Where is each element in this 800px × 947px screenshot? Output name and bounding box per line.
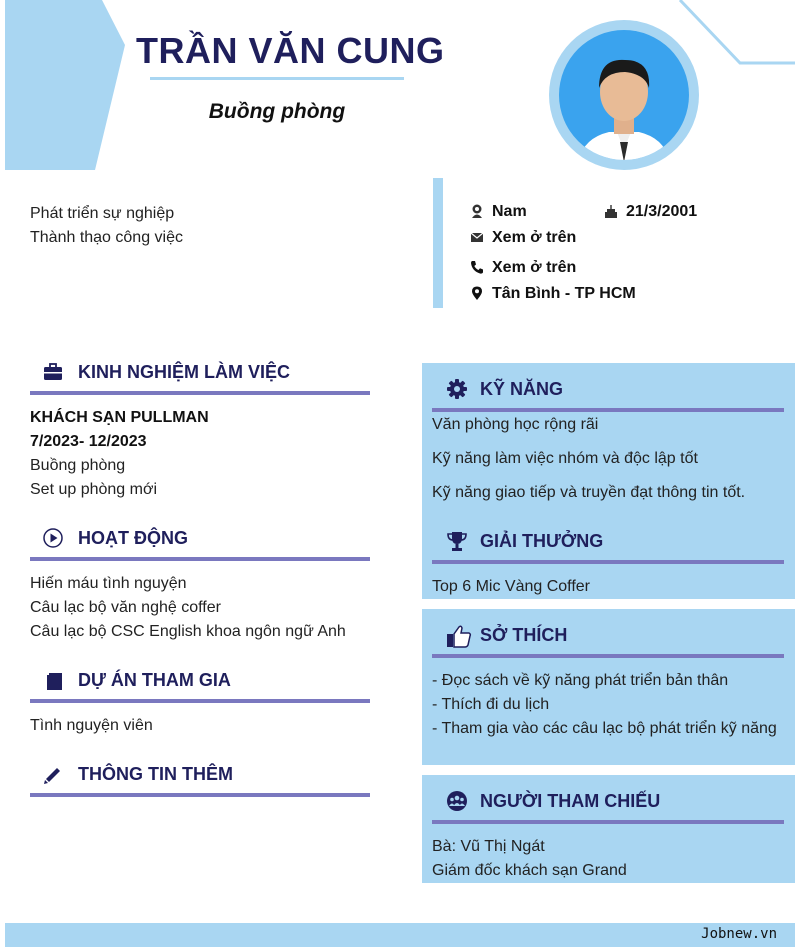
birthday-row [604, 203, 697, 221]
activities-divider [30, 557, 370, 561]
awards-divider [432, 560, 784, 564]
skills-section [432, 413, 790, 505]
activities-section [30, 572, 410, 644]
email-row [470, 229, 576, 247]
address-row [470, 285, 636, 303]
activity-line: Hiến máu tình nguyện [30, 575, 187, 592]
projects-section [30, 714, 410, 738]
references-heading: NGƯỜI THAM CHIẾU [480, 791, 661, 811]
gear-icon [446, 378, 468, 400]
hobby-line: - Đọc sách về kỹ năng phát triển bản thân [432, 672, 729, 689]
footer-brand: Jobnew.vn [701, 926, 777, 942]
briefcase-icon [42, 361, 64, 383]
experience-divider [30, 391, 370, 395]
activities-heading: HOẠT ĐỘNG [78, 528, 188, 548]
address-value: Tân Bình - TP HCM [492, 285, 636, 302]
play-circle-icon [42, 527, 64, 549]
footer-bar [5, 923, 795, 947]
job-title: Buồng phòng [208, 100, 346, 123]
company-name: KHÁCH SẠN PULLMAN [30, 409, 209, 426]
activity-line: Câu lạc bộ CSC English khoa ngôn ngữ Anh [30, 623, 346, 640]
career-objective [30, 202, 183, 250]
pencil-icon [42, 764, 64, 786]
skill-line: Văn phòng học rộng rãi [432, 416, 599, 433]
candidate-name: TRẦN VĂN CUNG [136, 30, 445, 71]
reference-line: Bà: Vũ Thị Ngát [432, 838, 545, 855]
hobby-line: - Thích đi du lịch [432, 696, 550, 713]
cake-icon [604, 204, 618, 218]
avatar [549, 20, 699, 170]
phone-value: Xem ở trên [492, 259, 577, 276]
header-decor-shape [0, 0, 140, 175]
person-icon [470, 204, 484, 218]
awards-section [432, 575, 790, 599]
hobbies-heading: SỞ THÍCH [480, 625, 568, 645]
projects-heading: DỰ ÁN THAM GIA [78, 670, 231, 690]
hobbies-divider [432, 654, 784, 658]
objective-line: Phát triển sự nghiệp [30, 205, 175, 222]
skills-heading: KỸ NĂNG [480, 379, 564, 399]
gender-row [470, 203, 527, 221]
activity-line: Câu lạc bộ văn nghệ coffer [30, 599, 221, 616]
avatar-photo [559, 30, 689, 160]
objective-line: Thành thạo công việc [30, 229, 183, 246]
references-divider [432, 820, 784, 824]
reference-line: Giám đốc khách sạn Grand [432, 862, 627, 879]
experience-section [30, 406, 410, 502]
book-icon [44, 670, 66, 692]
name-underline [150, 77, 404, 80]
award-line: Top 6 Mic Vàng Coffer [432, 578, 591, 595]
group-icon [446, 790, 468, 812]
phone-row [470, 259, 576, 277]
thumbs-up-icon [446, 624, 472, 648]
more-info-divider [30, 793, 370, 797]
gender-value: Nam [492, 203, 527, 220]
hobbies-section [432, 669, 790, 741]
project-line: Tình nguyện viên [30, 717, 153, 734]
birthday-value: 21/3/2001 [626, 203, 698, 220]
awards-heading: GIẢI THƯỞNG [480, 531, 604, 551]
envelope-icon [470, 230, 484, 244]
references-section [432, 835, 790, 883]
more-info-heading: THÔNG TIN THÊM [78, 764, 233, 784]
skills-divider [432, 408, 784, 412]
experience-line: Set up phòng mới [30, 481, 158, 498]
hobby-line: - Tham gia vào các câu lạc bộ phát triển kỹ năng [432, 720, 777, 737]
skill-line: Kỹ năng làm việc nhóm và độc lập tốt [432, 450, 698, 467]
trophy-icon [446, 530, 468, 552]
location-pin-icon [470, 286, 484, 300]
experience-line: Buồng phòng [30, 457, 126, 474]
skill-line: Kỹ năng giao tiếp và truyền đạt thông tin tốt. [432, 484, 746, 501]
phone-icon [470, 260, 484, 274]
work-period: 7/2023- 12/2023 [30, 433, 147, 450]
info-accent-bar [433, 178, 443, 308]
email-value: Xem ở trên [492, 229, 577, 246]
experience-heading: KINH NGHIỆM LÀM VIỆC [78, 362, 291, 382]
projects-divider [30, 699, 370, 703]
